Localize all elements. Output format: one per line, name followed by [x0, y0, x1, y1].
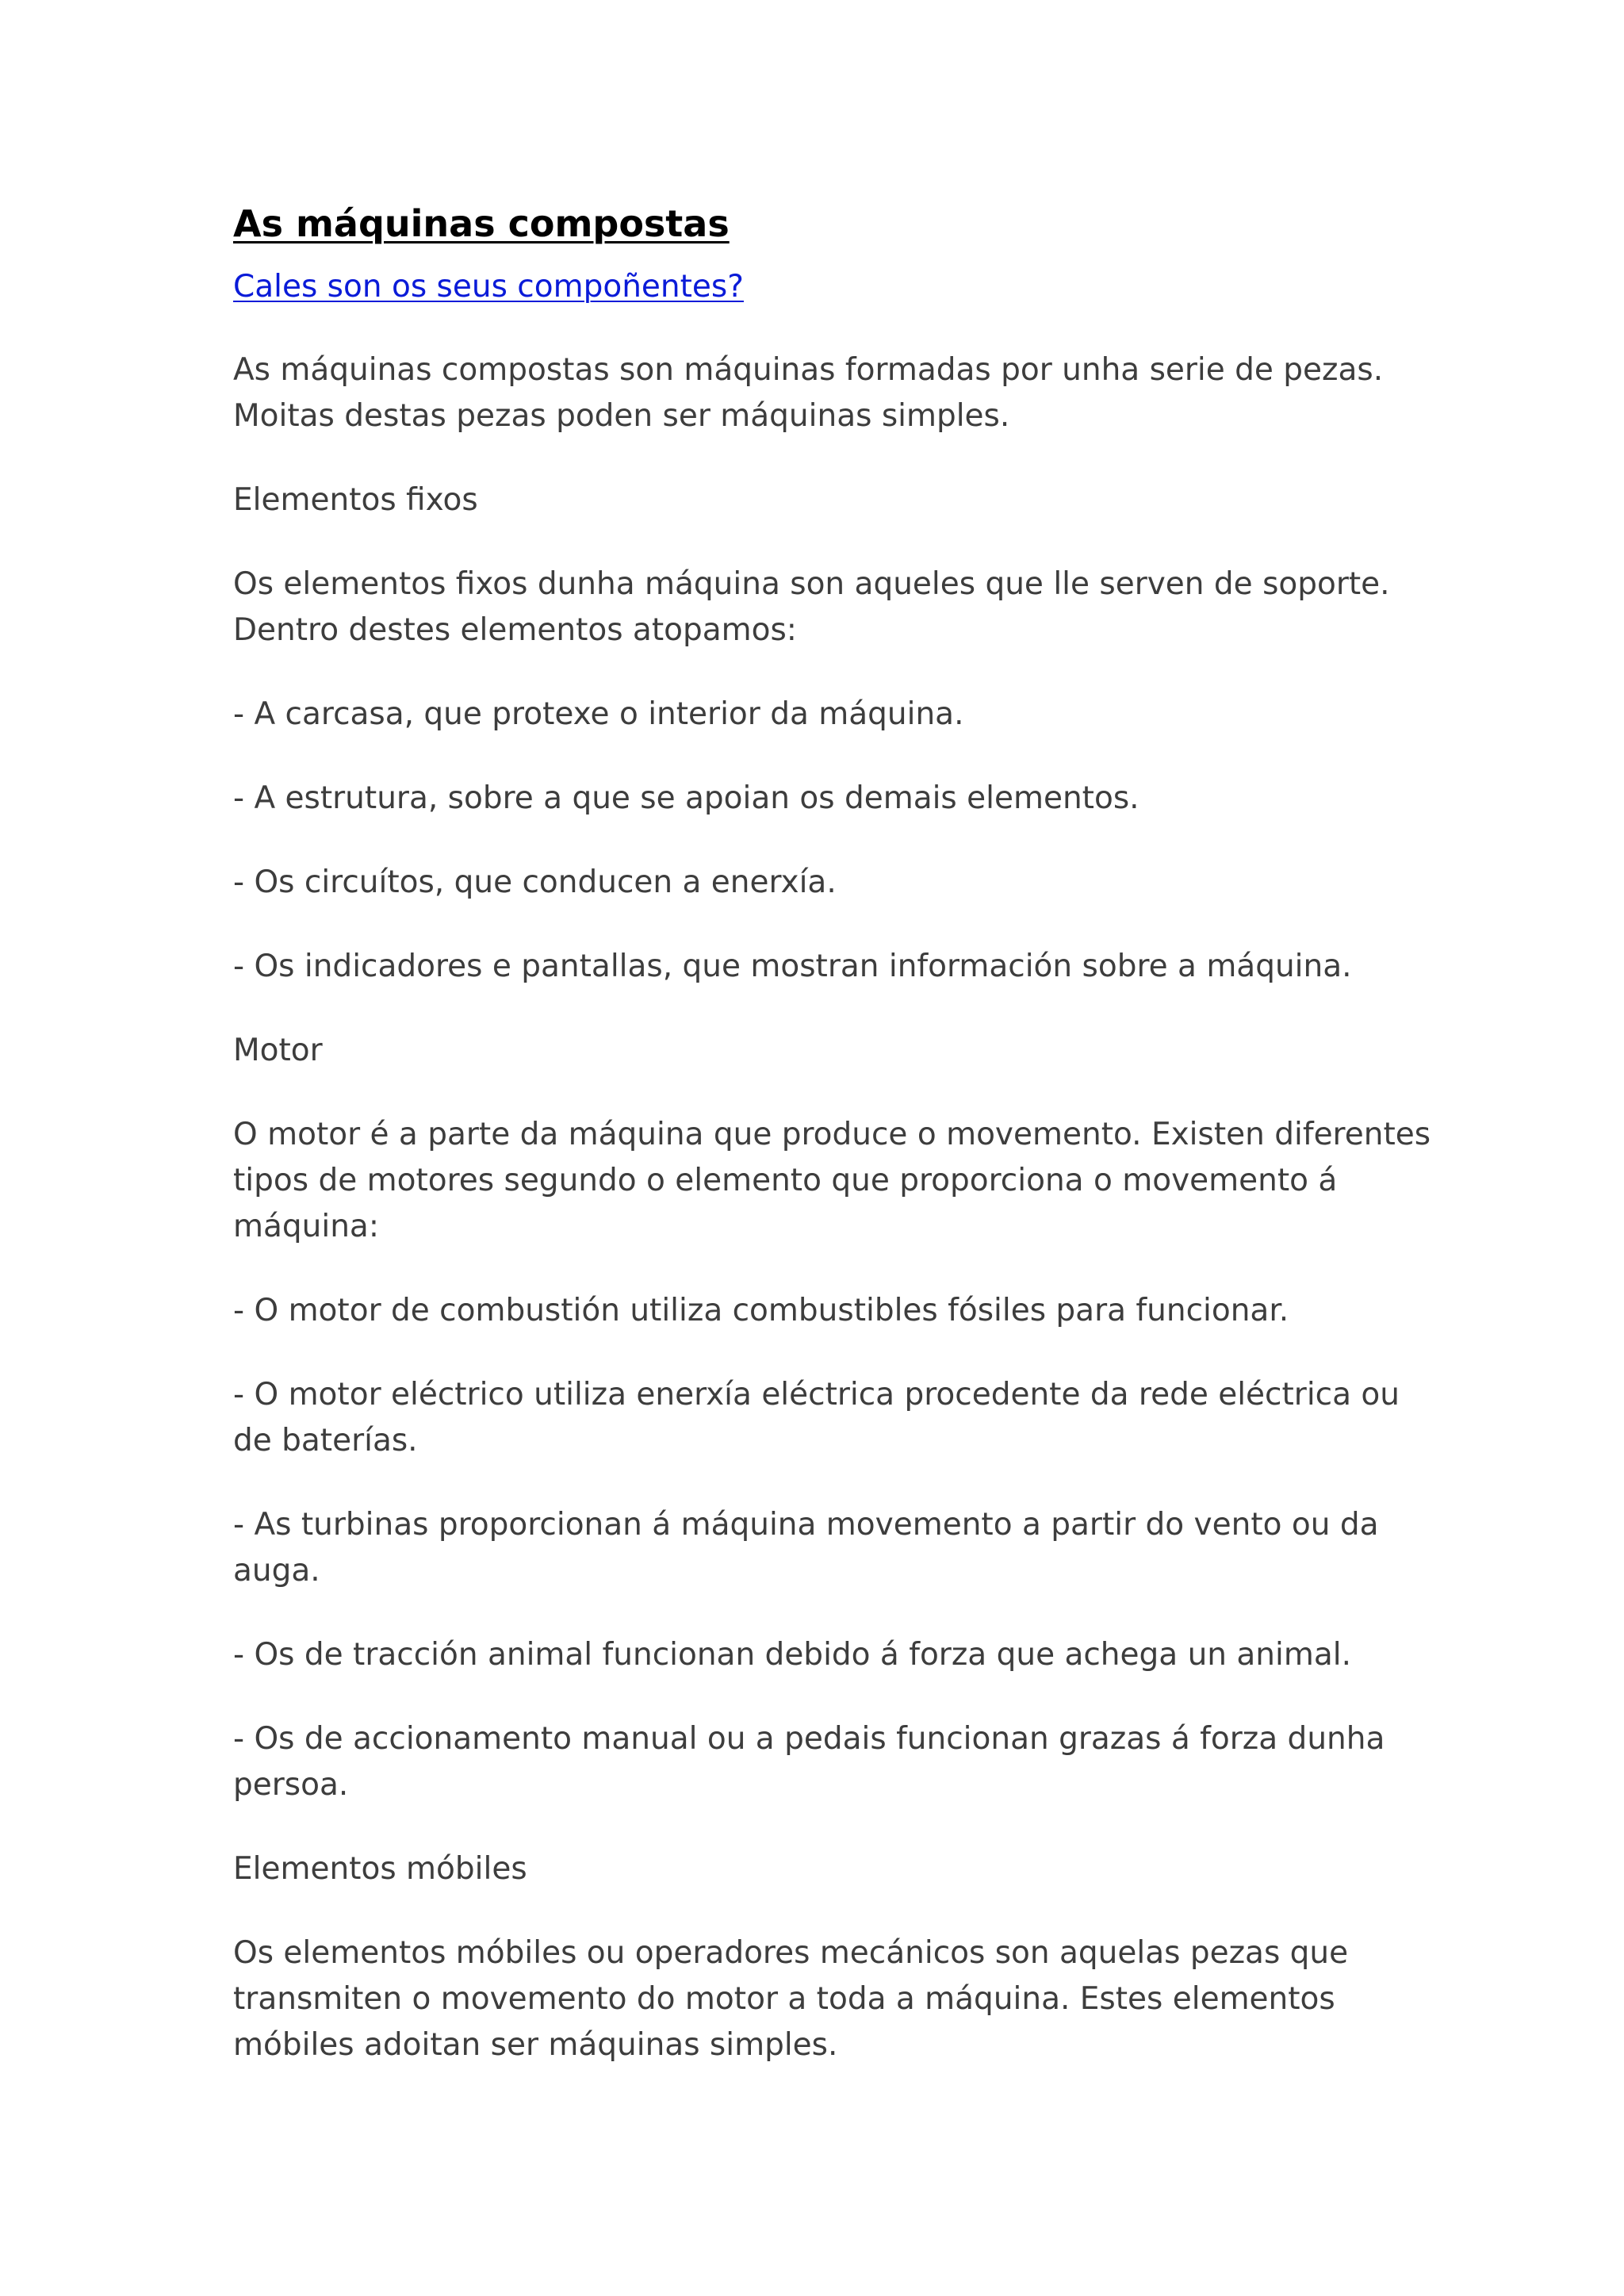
fixed-elements-paragraph: Os elementos fixos dunha máquina son aqueles que lle serven de soporte. Dentro destes elementos atopamos:	[233, 566, 1390, 648]
motor-paragraph: O motor é a parte da máquina que produce o movemento. Existen diferentes tipos de motores segundo o elemento que proporciona o movemento á máquina:	[233, 1117, 1431, 1244]
section-heading-motor: Motor	[233, 1033, 323, 1068]
list-item-indicators: - Os indicadores e pantallas, que mostran información sobre a máquina.	[233, 949, 1352, 984]
list-item-structure: - A estrutura, sobre a que se apoian os demais elementos.	[233, 780, 1139, 816]
document-page	[233, 198, 1438, 2068]
list-item-electric-motor: - O motor eléctrico utiliza enerxía eléctrica procedente da rede eléctrica ou de baterías.	[233, 1377, 1400, 1458]
moving-elements-paragraph: Os elementos móbiles ou operadores mecánicos son aquelas pezas que transmiten o movemento do motor a toda a máquina. Estes elementos móbiles adoitan ser máquinas simples.	[233, 1935, 1349, 2063]
page-title: As máquinas compostas	[233, 202, 730, 245]
section-heading-fixed-elements: Elementos fixos	[233, 482, 478, 518]
list-item-casing: - A carcasa, que protexe o interior da máquina.	[233, 696, 964, 732]
list-item-animal-traction: - Os de tracción animal funcionan debido á forza que achega un animal.	[233, 1637, 1351, 1673]
section-heading-moving-elements: Elementos móbiles	[233, 1851, 527, 1887]
document-body	[233, 347, 1438, 2068]
components-link[interactable]: Cales son os seus compoñentes?	[233, 269, 744, 305]
list-item-manual-drive: - Os de accionamento manual ou a pedais funcionan grazas á forza dunha persoa.	[233, 1721, 1385, 1803]
intro-paragraph: As máquinas compostas son máquinas formadas por unha serie de pezas. Moitas destas pezas poden ser máquinas simples.	[233, 352, 1384, 434]
list-item-turbines: - As turbinas proporcionan á máquina movemento a partir do vento ou da auga.	[233, 1507, 1379, 1589]
list-item-circuits: - Os circuítos, que conducen a enerxía.	[233, 864, 837, 900]
list-item-combustion-motor: - O motor de combustión utiliza combustibles fósiles para funcionar.	[233, 1293, 1289, 1328]
